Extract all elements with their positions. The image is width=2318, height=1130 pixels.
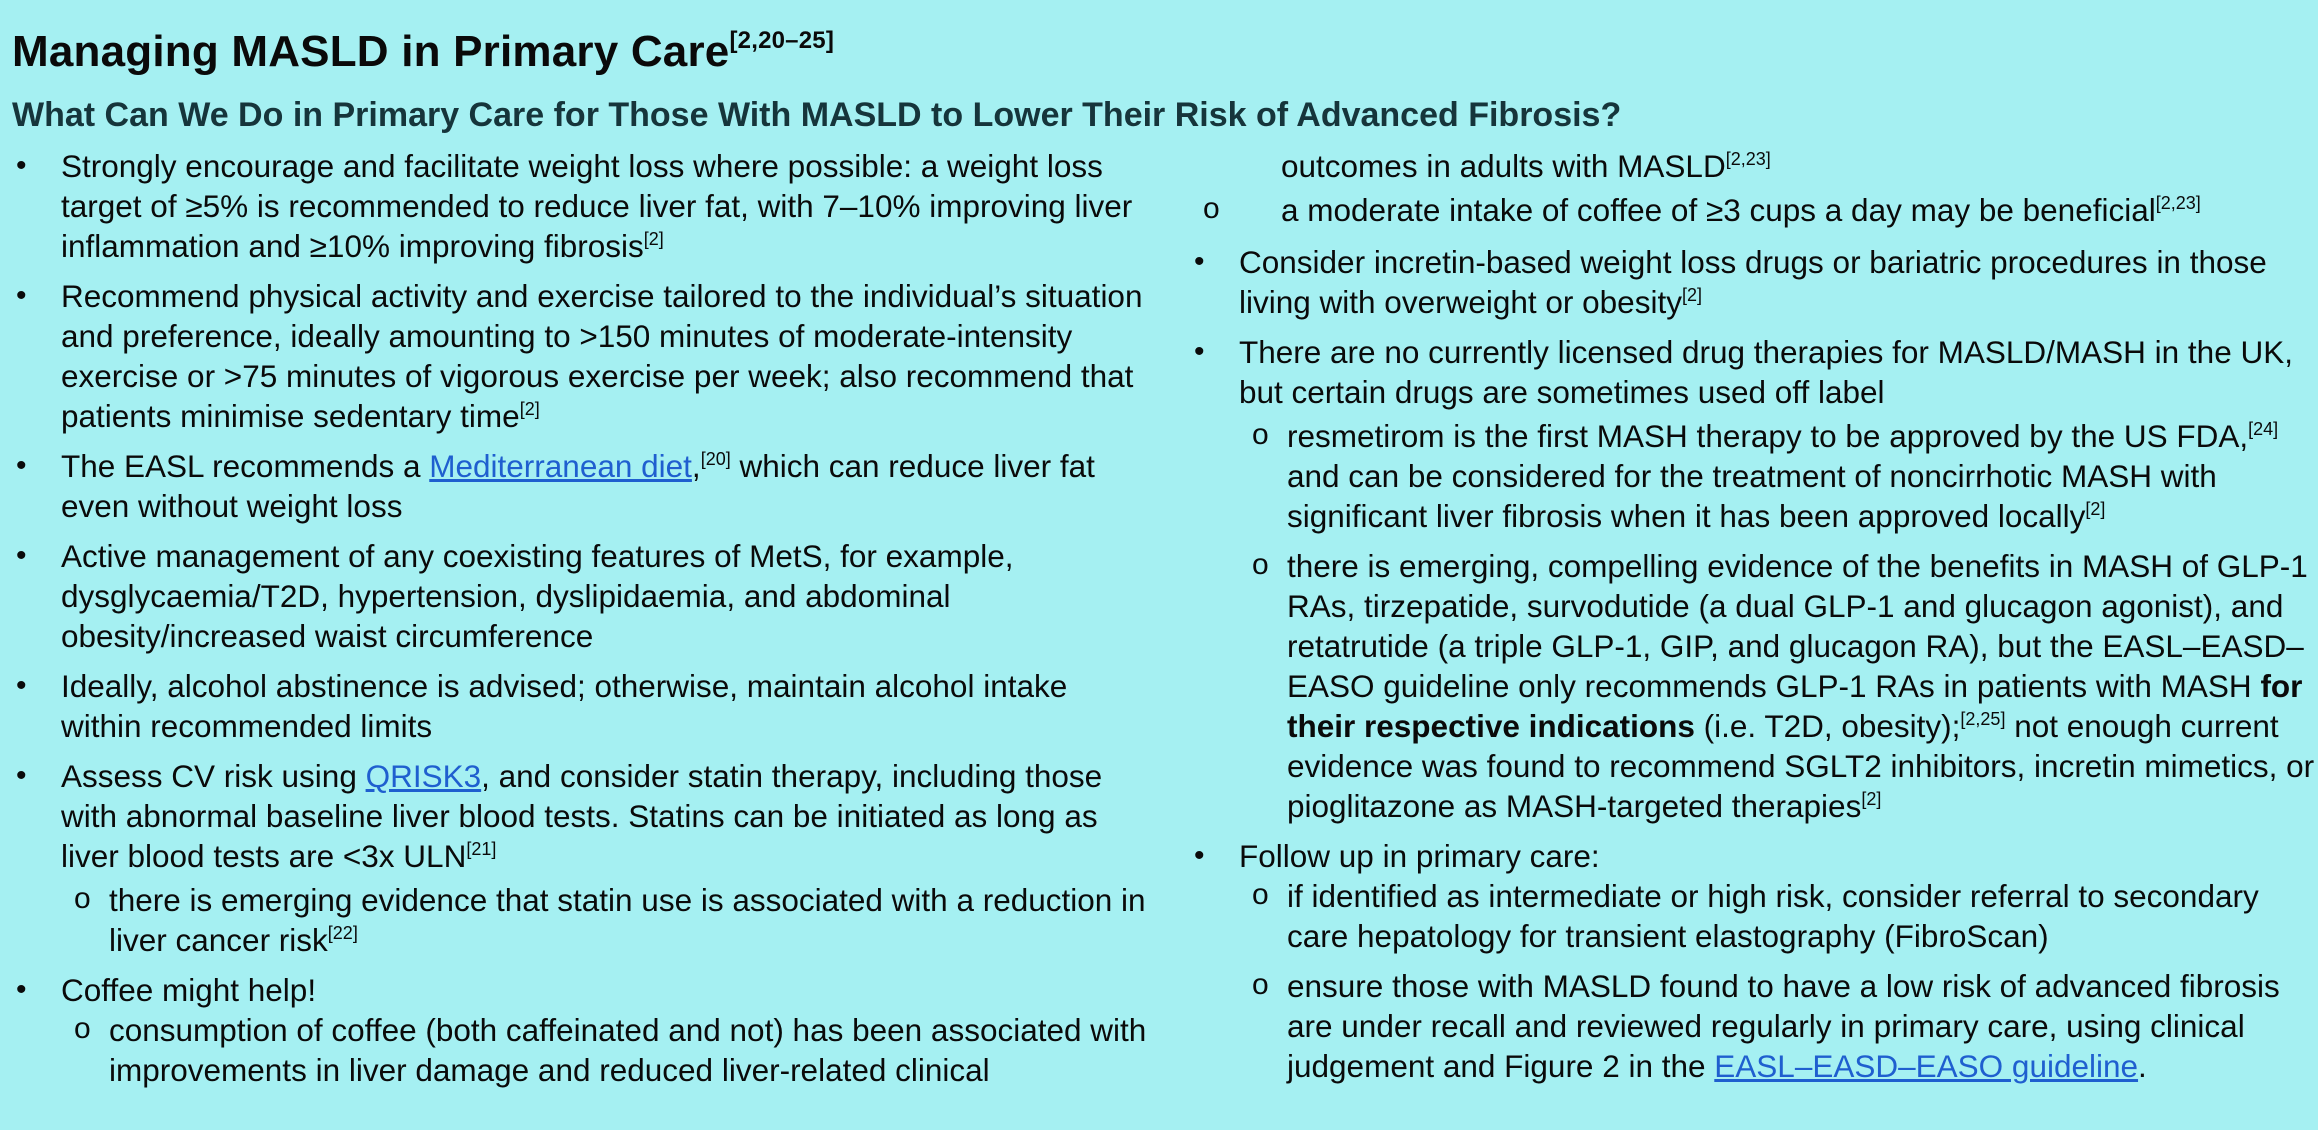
sub-resmetirom <box>1239 416 2318 536</box>
ref: [2,23] <box>2155 193 2201 213</box>
bullet-follow-up-text: Follow up in primary care: <box>1239 838 1600 874</box>
bullet-follow-up <box>1190 836 2318 1086</box>
cv-sub-list <box>61 880 1152 960</box>
ref: [22] <box>327 923 358 943</box>
mediterranean-diet-link[interactable]: Mediterranean diet <box>429 448 692 484</box>
sub-coffee-intake <box>1190 190 2318 230</box>
sub-glp1-evidence <box>1239 546 2318 826</box>
follow-up-sub-list <box>1239 876 2318 1086</box>
sub-statin-text: there is emerging evidence that statin use is associated with a reduction in liver cancer risk <box>109 882 1146 958</box>
page-subtitle: What Can We Do in Primary Care for Those With MASLD to Lower Their Risk of Advanced Fibrosis? <box>12 96 1622 134</box>
bullet-incretin <box>1190 242 2318 322</box>
ref: [2,25] <box>1960 709 2006 729</box>
bullet-diet-text-post: which can reduce liver fat even without weight loss <box>61 448 1095 524</box>
bullet-mets-management <box>12 536 1152 656</box>
page-title-text: Managing MASLD in Primary Care <box>12 27 730 76</box>
ref: [21] <box>466 839 497 859</box>
title-refs: [2,20–25] <box>729 27 835 54</box>
bullet-physical-activity <box>12 276 1152 436</box>
sub-glp1-text-mid: (i.e. T2D, obesity); <box>1694 708 1961 744</box>
sub-glp1-bold: for their respective indications <box>1287 668 2303 744</box>
sub-coffee-cont-text: outcomes in adults with MASLD <box>1281 148 1726 184</box>
bullet-incretin-text: Consider incretin-based weight loss drugs or bariatric procedures in those living with overweight or obesity <box>1239 244 2267 320</box>
left-bullet-list <box>12 146 1152 1090</box>
bullet-cv-risk <box>12 756 1152 960</box>
bullet-coffee-text: Coffee might help! <box>61 972 317 1008</box>
sub-glp1-text-pre: there is emerging, compelling evidence of the benefits in MASH of GLP-1 RAs, tirzepatide, survodutide (a dual GLP-1 and glucagon agonist), and retatrutide (a triple GLP-1, GIP, and glucagon RA), but the EASL–EASD–EASO guideline only recommends GLP-1 RAs in patients with MASH <box>1287 548 2308 704</box>
sub-referral <box>1239 876 2318 956</box>
easl-guideline-link[interactable]: EASL–EASD–EASO guideline <box>1714 1048 2139 1084</box>
sub-coffee-continued <box>1190 146 2318 186</box>
page-title <box>12 22 834 82</box>
bullet-cv-text-pre: Assess CV risk using <box>61 758 366 794</box>
bullet-coffee <box>12 970 1152 1090</box>
bullet-physical-activity-text: Recommend physical activity and exercise tailored to the individual’s situation and preference, ideally amounting to >150 minutes of moderate-intensity exercise or >75 minutes of vigorous exercise per week; also recommend that patients minimise sedentary time <box>61 278 1143 434</box>
bullet-mediterranean-diet <box>12 446 1152 526</box>
sub-coffee-consumption <box>61 1010 1152 1090</box>
sub-referral-text: if identified as intermediate or high risk, consider referral to secondary care hepatology for transient elastography (FibroScan) <box>1287 878 2259 954</box>
bullet-alcohol <box>12 666 1152 746</box>
bullet-cv-text-post: , and consider statin therapy, including those with abnormal baseline liver blood tests. Statins can be initiated as long as liver blood tests are <3x ULN <box>61 758 1103 874</box>
right-column <box>1190 146 2318 1096</box>
bullet-alcohol-text: Ideally, alcohol abstinence is advised; otherwise, maintain alcohol intake within recommended limits <box>61 668 1068 744</box>
coffee-sub-list <box>61 1010 1152 1090</box>
ref: [24] <box>2248 419 2279 439</box>
bullet-diet-text-mid: , <box>691 448 701 484</box>
ref: [2] <box>1681 285 1702 305</box>
sub-coffee-text: consumption of coffee (both caffeinated and not) has been associated with improvements in liver damage and reduced liver-related clinical <box>109 1012 1147 1088</box>
bullet-weight-loss-text: Strongly encourage and facilitate weight loss where possible: a weight loss target of ≥5% is recommended to reduce liver fat, with 7–10% improving liver inflammation and ≥10% improving fibrosis <box>61 148 1133 264</box>
sub-resmetirom-text-pre: resmetirom is the first MASH therapy to be approved by the US FDA, <box>1287 418 2249 454</box>
bullet-diet-text-pre: The EASL recommends a <box>61 448 430 484</box>
sub-recall-text-pre: ensure those with MASLD found to have a low risk of advanced fibrosis are under recall and reviewed regularly in primary care, using clinical judgement and Figure 2 in the <box>1287 968 2280 1084</box>
qrisk3-link[interactable]: QRISK3 <box>365 758 482 794</box>
sub-recall <box>1239 966 2318 1086</box>
ref: [2,23] <box>1725 149 1771 169</box>
bullet-drug-therapies <box>1190 332 2318 826</box>
bullet-weight-loss <box>12 146 1152 266</box>
drug-sub-list <box>1239 416 2318 826</box>
bullet-drug-therapies-text: There are no currently licensed drug therapies for MASLD/MASH in the UK, but certain drugs are sometimes used off label <box>1239 334 2293 410</box>
ref: [2] <box>2085 499 2106 519</box>
ref: [2] <box>519 399 540 419</box>
bullet-mets-text: Active management of any coexisting features of MetS, for example, dysglycaemia/T2D, hypertension, dyslipidaemia, and abdominal obesity/increased waist circumference <box>61 538 1014 654</box>
ref: [2] <box>1861 789 1882 809</box>
sub-recall-text-post: . <box>2138 1048 2147 1084</box>
ref: [20] <box>700 449 731 469</box>
sub-glp1-text-post: not enough current evidence was found to recommend SGLT2 inhibitors, incretin mimetics, or pioglitazone as MASH-targeted therapies <box>1287 708 2315 824</box>
sub-resmetirom-text-post: and can be considered for the treatment of noncirrhotic MASH with significant liver fibrosis when it has been approved locally <box>1287 458 2217 534</box>
ref: [2] <box>643 229 664 249</box>
right-bullet-list <box>1190 146 2318 1086</box>
sub-statin-liver-cancer <box>61 880 1152 960</box>
sub-coffee-intake-text: a moderate intake of coffee of ≥3 cups a day may be beneficial <box>1281 192 2156 228</box>
left-column <box>12 146 1152 1100</box>
